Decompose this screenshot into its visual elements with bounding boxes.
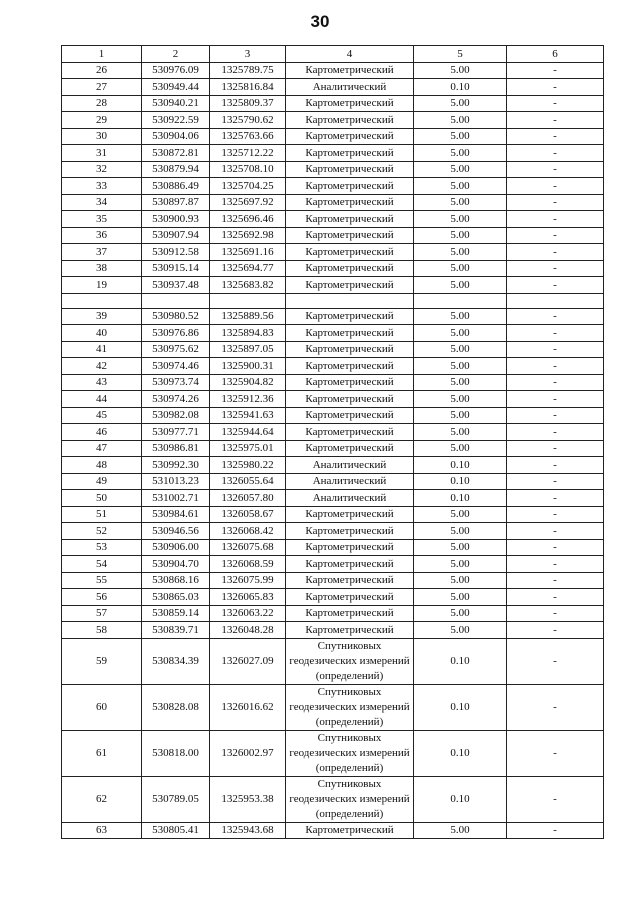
note-cell: - — [507, 341, 604, 358]
point-number-cell: 49 — [62, 473, 142, 490]
x-coordinate-cell: 530986.81 — [142, 440, 210, 457]
note-cell: - — [507, 684, 604, 730]
point-number-cell: 29 — [62, 112, 142, 129]
point-number-cell: 31 — [62, 145, 142, 162]
y-coordinate-cell: 1325763.66 — [210, 128, 286, 145]
y-coordinate-cell: 1326075.99 — [210, 572, 286, 589]
method-cell: Картометрический — [286, 178, 414, 195]
empty-cell — [286, 293, 414, 308]
method-cell: Картометрический — [286, 374, 414, 391]
method-cell: Картометрический — [286, 308, 414, 325]
coordinates-table — [61, 45, 604, 839]
note-cell: - — [507, 730, 604, 776]
point-number-cell: 50 — [62, 490, 142, 507]
point-number-cell: 39 — [62, 308, 142, 325]
x-coordinate-cell: 530949.44 — [142, 79, 210, 96]
y-coordinate-cell: 1325944.64 — [210, 424, 286, 441]
table-row — [62, 244, 604, 261]
method-cell: Картометрический — [286, 622, 414, 639]
accuracy-cell: 0.10 — [414, 776, 507, 822]
point-number-cell: 45 — [62, 407, 142, 424]
x-coordinate-cell: 530872.81 — [142, 145, 210, 162]
method-cell: Аналитический — [286, 490, 414, 507]
y-coordinate-cell: 1325683.82 — [210, 277, 286, 294]
point-number-cell: 34 — [62, 194, 142, 211]
note-cell: - — [507, 112, 604, 129]
x-coordinate-cell: 530805.41 — [142, 822, 210, 839]
method-cell: Спутниковых геодезических измерений (определений) — [286, 684, 414, 730]
y-coordinate-cell: 1326058.67 — [210, 506, 286, 523]
y-coordinate-cell: 1325953.38 — [210, 776, 286, 822]
y-coordinate-cell: 1325694.77 — [210, 260, 286, 277]
note-cell: - — [507, 194, 604, 211]
y-coordinate-cell: 1325816.84 — [210, 79, 286, 96]
note-cell: - — [507, 211, 604, 228]
x-coordinate-cell: 530946.56 — [142, 523, 210, 540]
note-cell: - — [507, 523, 604, 540]
note-cell: - — [507, 776, 604, 822]
point-number-cell: 30 — [62, 128, 142, 145]
accuracy-cell: 5.00 — [414, 440, 507, 457]
accuracy-cell: 5.00 — [414, 556, 507, 573]
note-cell: - — [507, 572, 604, 589]
table-row — [62, 490, 604, 507]
method-cell: Картометрический — [286, 424, 414, 441]
y-coordinate-cell: 1325900.31 — [210, 358, 286, 375]
x-coordinate-cell: 531013.23 — [142, 473, 210, 490]
note-cell: - — [507, 424, 604, 441]
x-coordinate-cell: 530865.03 — [142, 589, 210, 606]
x-coordinate-cell: 530886.49 — [142, 178, 210, 195]
x-coordinate-cell: 530868.16 — [142, 572, 210, 589]
header-row — [62, 46, 604, 63]
y-coordinate-cell: 1326057.80 — [210, 490, 286, 507]
page-number: 30 — [310, 12, 330, 31]
table-row — [62, 638, 604, 684]
x-coordinate-cell: 530904.06 — [142, 128, 210, 145]
x-coordinate-cell: 530992.30 — [142, 457, 210, 474]
note-cell: - — [507, 391, 604, 408]
accuracy-cell: 0.10 — [414, 684, 507, 730]
method-cell: Картометрический — [286, 523, 414, 540]
y-coordinate-cell: 1325712.22 — [210, 145, 286, 162]
x-coordinate-cell: 530839.71 — [142, 622, 210, 639]
point-number-cell: 37 — [62, 244, 142, 261]
accuracy-cell: 5.00 — [414, 622, 507, 639]
note-cell: - — [507, 605, 604, 622]
method-cell: Картометрический — [286, 95, 414, 112]
x-coordinate-cell: 530974.46 — [142, 358, 210, 375]
accuracy-cell: 5.00 — [414, 341, 507, 358]
table-row — [62, 457, 604, 474]
x-coordinate-cell: 530897.87 — [142, 194, 210, 211]
y-coordinate-cell: 1326075.68 — [210, 539, 286, 556]
header-cell: 4 — [286, 46, 414, 63]
point-number-cell: 59 — [62, 638, 142, 684]
note-cell: - — [507, 79, 604, 96]
point-number-cell: 46 — [62, 424, 142, 441]
table-row — [62, 523, 604, 540]
x-coordinate-cell: 530976.86 — [142, 325, 210, 342]
point-number-cell: 52 — [62, 523, 142, 540]
table-row — [62, 260, 604, 277]
method-cell: Картометрический — [286, 145, 414, 162]
table-row — [62, 730, 604, 776]
accuracy-cell: 5.00 — [414, 506, 507, 523]
table-row — [62, 539, 604, 556]
accuracy-cell: 0.10 — [414, 473, 507, 490]
empty-cell — [142, 293, 210, 308]
method-cell: Картометрический — [286, 358, 414, 375]
note-cell: - — [507, 539, 604, 556]
empty-cell — [507, 293, 604, 308]
point-number-cell: 54 — [62, 556, 142, 573]
table-row — [62, 358, 604, 375]
accuracy-cell: 5.00 — [414, 112, 507, 129]
point-number-cell: 40 — [62, 325, 142, 342]
y-coordinate-cell: 1325912.36 — [210, 391, 286, 408]
x-coordinate-cell: 530980.52 — [142, 308, 210, 325]
x-coordinate-cell: 530907.94 — [142, 227, 210, 244]
accuracy-cell: 5.00 — [414, 227, 507, 244]
table-row — [62, 79, 604, 96]
y-coordinate-cell: 1326048.28 — [210, 622, 286, 639]
note-cell: - — [507, 822, 604, 839]
x-coordinate-cell: 530879.94 — [142, 161, 210, 178]
method-cell: Картометрический — [286, 341, 414, 358]
method-cell: Картометрический — [286, 161, 414, 178]
x-coordinate-cell: 530975.62 — [142, 341, 210, 358]
accuracy-cell: 5.00 — [414, 145, 507, 162]
method-cell: Картометрический — [286, 539, 414, 556]
table-row — [62, 605, 604, 622]
accuracy-cell: 5.00 — [414, 605, 507, 622]
point-number-cell: 58 — [62, 622, 142, 639]
method-cell: Спутниковых геодезических измерений (определений) — [286, 776, 414, 822]
accuracy-cell: 5.00 — [414, 194, 507, 211]
note-cell: - — [507, 358, 604, 375]
point-number-cell: 43 — [62, 374, 142, 391]
accuracy-cell: 5.00 — [414, 128, 507, 145]
empty-cell — [62, 293, 142, 308]
accuracy-cell: 5.00 — [414, 277, 507, 294]
x-coordinate-cell: 530906.00 — [142, 539, 210, 556]
point-number-cell: 38 — [62, 260, 142, 277]
point-number-cell: 19 — [62, 277, 142, 294]
table-row — [62, 227, 604, 244]
x-coordinate-cell: 530974.26 — [142, 391, 210, 408]
y-coordinate-cell: 1326068.59 — [210, 556, 286, 573]
x-coordinate-cell: 530900.93 — [142, 211, 210, 228]
method-cell: Спутниковых геодезических измерений (определений) — [286, 638, 414, 684]
accuracy-cell: 0.10 — [414, 730, 507, 776]
note-cell: - — [507, 178, 604, 195]
x-coordinate-cell: 530912.58 — [142, 244, 210, 261]
note-cell: - — [507, 473, 604, 490]
point-number-cell: 57 — [62, 605, 142, 622]
accuracy-cell: 5.00 — [414, 589, 507, 606]
method-cell: Аналитический — [286, 457, 414, 474]
point-number-cell: 28 — [62, 95, 142, 112]
note-cell: - — [507, 556, 604, 573]
note-cell: - — [507, 407, 604, 424]
y-coordinate-cell: 1325704.25 — [210, 178, 286, 195]
point-number-cell: 61 — [62, 730, 142, 776]
note-cell: - — [507, 62, 604, 79]
y-coordinate-cell: 1326016.62 — [210, 684, 286, 730]
accuracy-cell: 0.10 — [414, 490, 507, 507]
note-cell: - — [507, 244, 604, 261]
table-body — [62, 46, 604, 839]
y-coordinate-cell: 1325809.37 — [210, 95, 286, 112]
y-coordinate-cell: 1325975.01 — [210, 440, 286, 457]
accuracy-cell: 5.00 — [414, 62, 507, 79]
method-cell: Картометрический — [286, 244, 414, 261]
y-coordinate-cell: 1325894.83 — [210, 325, 286, 342]
x-coordinate-cell: 530828.08 — [142, 684, 210, 730]
method-cell: Картометрический — [286, 506, 414, 523]
x-coordinate-cell: 530922.59 — [142, 112, 210, 129]
note-cell: - — [507, 161, 604, 178]
y-coordinate-cell: 1325789.75 — [210, 62, 286, 79]
x-coordinate-cell: 530859.14 — [142, 605, 210, 622]
accuracy-cell: 5.00 — [414, 822, 507, 839]
method-cell: Картометрический — [286, 211, 414, 228]
accuracy-cell: 5.00 — [414, 178, 507, 195]
header-cell: 1 — [62, 46, 142, 63]
y-coordinate-cell: 1325696.46 — [210, 211, 286, 228]
table-row — [62, 112, 604, 129]
method-cell: Картометрический — [286, 62, 414, 79]
note-cell: - — [507, 589, 604, 606]
section-separator-row — [62, 293, 604, 308]
table-row — [62, 145, 604, 162]
point-number-cell: 27 — [62, 79, 142, 96]
y-coordinate-cell: 1325980.22 — [210, 457, 286, 474]
note-cell: - — [507, 325, 604, 342]
method-cell: Картометрический — [286, 227, 414, 244]
y-coordinate-cell: 1325897.05 — [210, 341, 286, 358]
point-number-cell: 41 — [62, 341, 142, 358]
note-cell: - — [507, 506, 604, 523]
y-coordinate-cell: 1326027.09 — [210, 638, 286, 684]
method-cell: Спутниковых геодезических измерений (определений) — [286, 730, 414, 776]
method-cell: Картометрический — [286, 128, 414, 145]
y-coordinate-cell: 1326002.97 — [210, 730, 286, 776]
point-number-cell: 32 — [62, 161, 142, 178]
y-coordinate-cell: 1325692.98 — [210, 227, 286, 244]
table-row — [62, 277, 604, 294]
method-cell: Аналитический — [286, 473, 414, 490]
note-cell: - — [507, 440, 604, 457]
note-cell: - — [507, 457, 604, 474]
accuracy-cell: 5.00 — [414, 260, 507, 277]
method-cell: Картометрический — [286, 260, 414, 277]
accuracy-cell: 5.00 — [414, 95, 507, 112]
method-cell: Картометрический — [286, 112, 414, 129]
table-row — [62, 440, 604, 457]
table-row — [62, 391, 604, 408]
y-coordinate-cell: 1325790.62 — [210, 112, 286, 129]
header-cell: 6 — [507, 46, 604, 63]
accuracy-cell: 5.00 — [414, 308, 507, 325]
point-number-cell: 56 — [62, 589, 142, 606]
method-cell: Картометрический — [286, 589, 414, 606]
accuracy-cell: 5.00 — [414, 391, 507, 408]
method-cell: Картометрический — [286, 440, 414, 457]
accuracy-cell: 5.00 — [414, 523, 507, 540]
y-coordinate-cell: 1326063.22 — [210, 605, 286, 622]
accuracy-cell: 5.00 — [414, 539, 507, 556]
header-cell: 2 — [142, 46, 210, 63]
y-coordinate-cell: 1325941.63 — [210, 407, 286, 424]
point-number-cell: 62 — [62, 776, 142, 822]
x-coordinate-cell: 530834.39 — [142, 638, 210, 684]
note-cell: - — [507, 308, 604, 325]
note-cell: - — [507, 622, 604, 639]
table-row — [62, 556, 604, 573]
x-coordinate-cell: 530789.05 — [142, 776, 210, 822]
method-cell: Картометрический — [286, 277, 414, 294]
x-coordinate-cell: 530904.70 — [142, 556, 210, 573]
table-row — [62, 684, 604, 730]
method-cell: Картометрический — [286, 194, 414, 211]
point-number-cell: 42 — [62, 358, 142, 375]
table-row — [62, 308, 604, 325]
accuracy-cell: 5.00 — [414, 244, 507, 261]
accuracy-cell: 0.10 — [414, 457, 507, 474]
table-row — [62, 178, 604, 195]
table-row — [62, 95, 604, 112]
accuracy-cell: 5.00 — [414, 407, 507, 424]
accuracy-cell: 0.10 — [414, 638, 507, 684]
note-cell: - — [507, 128, 604, 145]
table-row — [62, 161, 604, 178]
note-cell: - — [507, 277, 604, 294]
point-number-cell: 35 — [62, 211, 142, 228]
point-number-cell: 26 — [62, 62, 142, 79]
x-coordinate-cell: 530973.74 — [142, 374, 210, 391]
x-coordinate-cell: 530984.61 — [142, 506, 210, 523]
table-row — [62, 194, 604, 211]
method-cell: Картометрический — [286, 325, 414, 342]
point-number-cell: 55 — [62, 572, 142, 589]
accuracy-cell: 5.00 — [414, 424, 507, 441]
table-row — [62, 589, 604, 606]
x-coordinate-cell: 530940.21 — [142, 95, 210, 112]
x-coordinate-cell: 531002.71 — [142, 490, 210, 507]
x-coordinate-cell: 530937.48 — [142, 277, 210, 294]
header-cell: 5 — [414, 46, 507, 63]
table-row — [62, 128, 604, 145]
note-cell: - — [507, 638, 604, 684]
point-number-cell: 53 — [62, 539, 142, 556]
table-row — [62, 407, 604, 424]
y-coordinate-cell: 1325708.10 — [210, 161, 286, 178]
method-cell: Аналитический — [286, 79, 414, 96]
accuracy-cell: 5.00 — [414, 358, 507, 375]
table-row — [62, 473, 604, 490]
point-number-cell: 48 — [62, 457, 142, 474]
header-cell: 3 — [210, 46, 286, 63]
x-coordinate-cell: 530818.00 — [142, 730, 210, 776]
y-coordinate-cell: 1326068.42 — [210, 523, 286, 540]
note-cell: - — [507, 490, 604, 507]
point-number-cell: 51 — [62, 506, 142, 523]
x-coordinate-cell: 530982.08 — [142, 407, 210, 424]
note-cell: - — [507, 374, 604, 391]
method-cell: Картометрический — [286, 391, 414, 408]
accuracy-cell: 5.00 — [414, 161, 507, 178]
y-coordinate-cell: 1326055.64 — [210, 473, 286, 490]
point-number-cell: 47 — [62, 440, 142, 457]
note-cell: - — [507, 227, 604, 244]
note-cell: - — [507, 95, 604, 112]
point-number-cell: 36 — [62, 227, 142, 244]
accuracy-cell: 5.00 — [414, 572, 507, 589]
empty-cell — [210, 293, 286, 308]
empty-cell — [414, 293, 507, 308]
x-coordinate-cell: 530915.14 — [142, 260, 210, 277]
method-cell: Картометрический — [286, 822, 414, 839]
y-coordinate-cell: 1325697.92 — [210, 194, 286, 211]
y-coordinate-cell: 1325943.68 — [210, 822, 286, 839]
accuracy-cell: 5.00 — [414, 211, 507, 228]
accuracy-cell: 5.00 — [414, 374, 507, 391]
y-coordinate-cell: 1326065.83 — [210, 589, 286, 606]
accuracy-cell: 0.10 — [414, 79, 507, 96]
table-row — [62, 325, 604, 342]
x-coordinate-cell: 530977.71 — [142, 424, 210, 441]
method-cell: Картометрический — [286, 556, 414, 573]
note-cell: - — [507, 145, 604, 162]
accuracy-cell: 5.00 — [414, 325, 507, 342]
table-row — [62, 776, 604, 822]
point-number-cell: 60 — [62, 684, 142, 730]
y-coordinate-cell: 1325904.82 — [210, 374, 286, 391]
table-row — [62, 62, 604, 79]
point-number-cell: 44 — [62, 391, 142, 408]
table-row — [62, 506, 604, 523]
point-number-cell: 33 — [62, 178, 142, 195]
table-row — [62, 822, 604, 839]
table-row — [62, 374, 604, 391]
x-coordinate-cell: 530976.09 — [142, 62, 210, 79]
method-cell: Картометрический — [286, 407, 414, 424]
table-row — [62, 622, 604, 639]
note-cell: - — [507, 260, 604, 277]
method-cell: Картометрический — [286, 572, 414, 589]
point-number-cell: 63 — [62, 822, 142, 839]
y-coordinate-cell: 1325889.56 — [210, 308, 286, 325]
y-coordinate-cell: 1325691.16 — [210, 244, 286, 261]
table-row — [62, 424, 604, 441]
method-cell: Картометрический — [286, 605, 414, 622]
table-row — [62, 211, 604, 228]
table-row — [62, 572, 604, 589]
table-row — [62, 341, 604, 358]
